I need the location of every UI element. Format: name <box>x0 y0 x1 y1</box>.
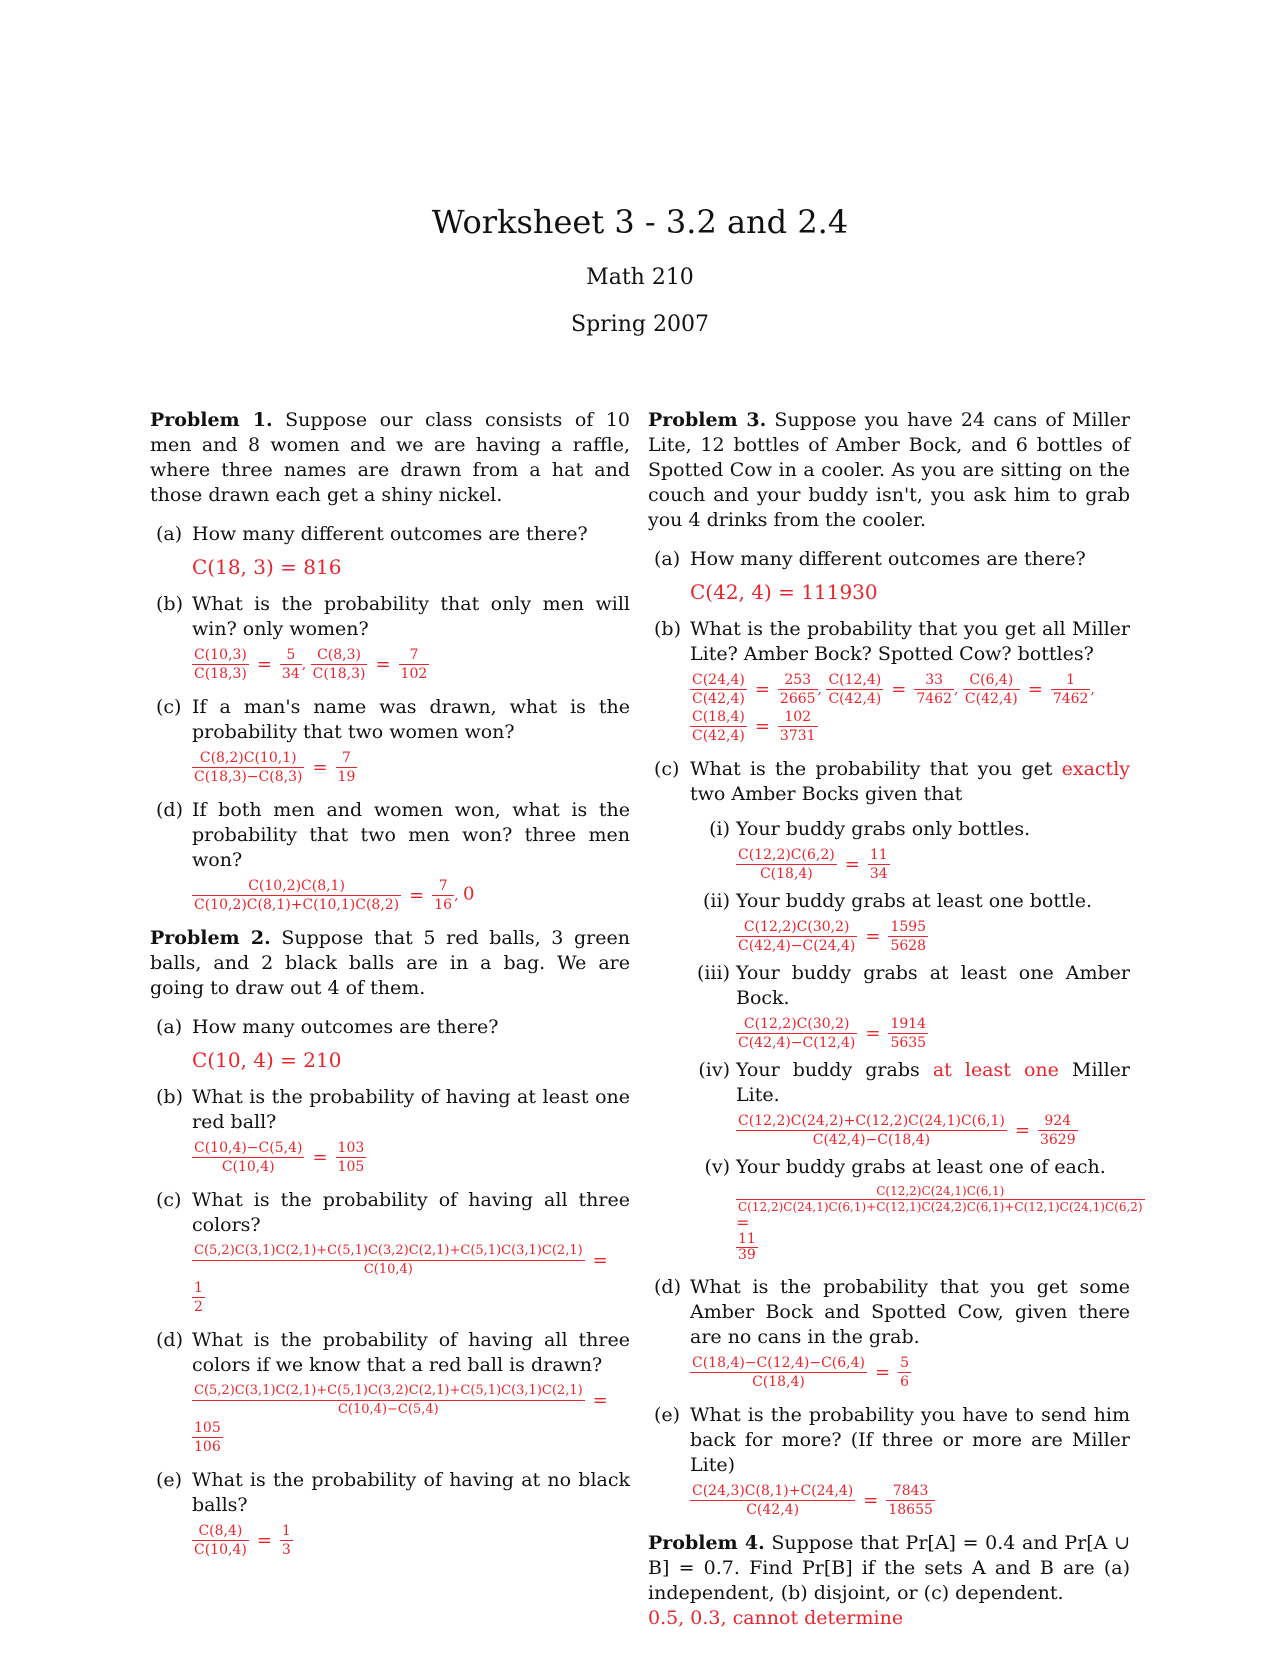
answer: $\frac{C(10,3)}{C(18,3)}$ = $\frac{5}{34}$ , $\frac{C(8,3)}{C(18,3)}$ = $\frac{7}{102}$ <box>194 647 428 682</box>
question: How many outcomes are there? <box>192 1016 499 1038</box>
p2-part-a <box>150 1015 630 1073</box>
answer: C(10, 4) = 210 <box>192 1048 342 1072</box>
p3-c-v: (v) Your buddy grabs at least one of each. C(12,2)C(24,1)C(6,1) C(12,2)C(24,1)C(6,1)+C(12,1)C(24,2)C(6,1)+C(12,1)C(24,1)C(6,2) = $\frac{11}{39}$ <box>704 1156 1143 1263</box>
answer: $\frac{C(5,2)C(3,1)C(2,1)+C(5,1)C(3,2)C(2,1)+C(5,1)C(3,1)C(2,1)}{C(10,4)-C(5,4)}$ = $\frac{105}{106}$ <box>194 1383 608 1455</box>
p2-part-d <box>150 1328 630 1456</box>
course-name: Math 210 <box>586 265 694 290</box>
question: What is the probability of having at no black balls? <box>192 1469 630 1516</box>
question: What is the probability that you get some Amber Bock and Spotted Cow, given there are no cans in the grab. <box>690 1276 1130 1348</box>
question: What is the probability of having all three colors? <box>192 1189 630 1236</box>
question: What is the probability of having at least one red ball? <box>192 1086 630 1133</box>
p3-c-ii: (ii) Your buddy grabs at least one bottle. $\frac{C(12,2)C(30,2)}{C(42,4)-C(24,4)}$ = $\frac{1595}{5628}$ <box>703 890 1092 954</box>
part-label: (b) <box>156 593 183 615</box>
p3-part-d <box>648 1275 1130 1391</box>
question: What is the probability that only men will win? only women? <box>192 593 630 640</box>
term: Spring 2007 <box>571 312 709 337</box>
right-column <box>648 408 1143 1645</box>
part-label: (c) <box>156 1189 182 1211</box>
question: What is the probability you have to send him back for more? (If three or more are Miller Lite) <box>690 1404 1130 1476</box>
question: What is the probability of having all three colors if we know that a red ball is drawn? <box>192 1329 630 1376</box>
part-label: (d) <box>156 1329 183 1351</box>
answer: 0.5, 0.3, cannot determine <box>648 1607 904 1629</box>
p3-c-i: (i) Your buddy grabs only bottles. $\frac{C(12,2)C(6,2)}{C(18,4)}$ = $\frac{11}{34}$ <box>709 818 1031 882</box>
problem-text: Suppose our class consists of 10 men and 8 women and we are having a raffle, where three names are drawn from a hat and those drawn each get a shiny nickel. <box>150 409 630 506</box>
problem-1 <box>150 408 630 508</box>
problem-text: Suppose that Pr[A] = 0.4 and Pr[A ∪ B] = 0.7. Find Pr[B] if the sets A and B are (a) independent, (b) disjoint, or (c) dependent. <box>648 1532 1130 1604</box>
p1-part-d <box>150 798 630 914</box>
answer: C(18, 3) = 816 <box>192 555 342 579</box>
problem-label: Problem 1. <box>150 409 273 431</box>
part-label: (e) <box>654 1404 681 1426</box>
part-label: (d) <box>156 799 183 821</box>
part-label: (a) <box>654 548 681 570</box>
answer: $\frac{C(10,2)C(8,1)}{C(10,2)C(8,1)+C(10,1)C(8,2)}$ = $\frac{7}{16}$ , 0 <box>194 878 475 913</box>
p3-part-c <box>648 757 1143 1263</box>
p1-part-a <box>150 522 630 580</box>
problem-label: Problem 4. <box>648 1532 765 1554</box>
part-label: (a) <box>156 523 183 545</box>
part-label: (d) <box>654 1276 681 1298</box>
answer: $\frac{C(10,4)-C(5,4)}{C(10,4)}$ = $\frac{103}{105}$ <box>194 1140 365 1175</box>
question: If both men and women won, what is the probability that two men won? three men won? <box>192 799 630 871</box>
p3-part-e <box>648 1403 1130 1519</box>
problem-4 <box>648 1531 1130 1631</box>
p1-part-c <box>150 695 630 786</box>
p1-part-b <box>150 592 630 683</box>
problem-2 <box>150 926 630 1001</box>
answer: $\frac{C(24,4)}{C(42,4)}$ = $\frac{253}{2665}$ , $\frac{C(12,4)}{C(42,4)}$ = $\frac{33}{7462}$ , $\frac{C(6,4)}{C(42,4)}$ = $\frac{1}{7462}$ , $\frac{C(18,4)}{C(42,4)}$ = $\frac{102}{3731}$ <box>692 672 1095 744</box>
answer: $\frac{C(18,4)-C(12,4)-C(6,4)}{C(18,4)}$ = $\frac{5}{6}$ <box>692 1355 909 1390</box>
question: If a man's name was drawn, what is the probability that two women won? <box>192 696 630 743</box>
part-label: (c) <box>654 758 680 780</box>
p2-part-b <box>150 1085 630 1176</box>
p3-c-iii: (iii) Your buddy grabs at least one Amber Bock. $\frac{C(12,2)C(30,2)}{C(42,4)-C(12,4)}$ = $\frac{1914}{5635}$ <box>696 962 1130 1051</box>
part-label: (a) <box>156 1016 183 1038</box>
page-title: Worksheet 3 - 3.2 and 2.4 <box>431 203 849 241</box>
p2-part-e <box>150 1468 630 1559</box>
problem-label: Problem 3. <box>648 409 767 431</box>
answer: $\frac{C(24,3)C(8,1)+C(24,4)}{C(42,4)}$ = $\frac{7843}{18655}$ <box>692 1483 933 1518</box>
part-label: (c) <box>156 696 182 718</box>
question: How many different outcomes are there? <box>192 523 588 545</box>
answer: $\frac{C(8,4)}{C(10,4)}$ = $\frac{1}{3}$ <box>194 1523 291 1558</box>
answer: C(42, 4) = 111930 <box>690 580 878 604</box>
part-label: (b) <box>654 618 681 640</box>
part-label: (e) <box>156 1469 183 1491</box>
answer: $\frac{C(8,2)C(10,1)}{C(18,3)-C(8,3)}$ = $\frac{7}{19}$ <box>194 750 356 785</box>
problem-3 <box>648 408 1130 533</box>
question: What is the probability that you get all Miller Lite? Amber Bock? Spotted Cow? bottles? <box>690 618 1130 665</box>
p3-part-b <box>648 617 1130 745</box>
question: How many different outcomes are there? <box>690 548 1086 570</box>
p2-part-c <box>150 1188 630 1316</box>
question: What is the probability that you get exactly two Amber Bocks given that <box>690 758 1130 805</box>
answer: $\frac{C(5,2)C(3,1)C(2,1)+C(5,1)C(3,2)C(2,1)+C(5,1)C(3,1)C(2,1)}{C(10,4)}$ = $\frac{1}{2}$ <box>194 1243 608 1315</box>
part-label: (b) <box>156 1086 183 1108</box>
problem-text: Suppose you have 24 cans of Miller Lite, 12 bottles of Amber Bock, and 6 bottles of Spotted Cow in a cooler. As you are sitting on the couch and your buddy isn't, you ask him to grab you 4 drinks from the cooler. <box>648 409 1130 531</box>
problem-label: Problem 2. <box>150 927 271 949</box>
left-column <box>150 408 630 1571</box>
p3-part-a <box>648 547 1130 605</box>
p3-c-iv: (iv) Your buddy grabs at least one Miller Lite. $\frac{C(12,2)C(24,2)+C(12,2)C(24,1)C(6,1)}{C(42,4)-C(18,4)}$ = $\frac{924}{3629}$ <box>698 1059 1130 1148</box>
problem-text: Suppose that 5 red balls, 3 green balls, and 2 black balls are in a bag. We are going to draw out 4 of them. <box>150 927 630 999</box>
